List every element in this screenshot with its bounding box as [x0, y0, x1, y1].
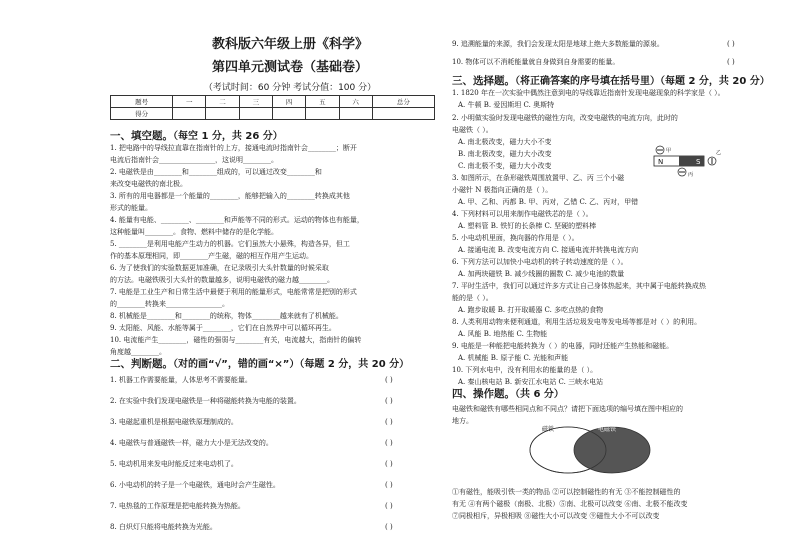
answer-paren[interactable]: ( ): [727, 40, 735, 48]
judge-item: [110, 481, 393, 490]
section-3-note: （将正确答案的序号填在括号里）（每题 2 分，共 20 分）: [515, 76, 770, 87]
op-line: 电磁铁和磁铁有哪些相同点和不同点？请把下面选项的编号填在图中相应的: [452, 405, 683, 413]
score-cell: 题号: [111, 96, 173, 108]
judge-item: [110, 439, 393, 448]
score-cell: 四: [272, 96, 305, 108]
choice-line: 10. 下列水电中，没有利用水的能量的是（ ）。: [452, 366, 598, 374]
answer-paren[interactable]: ( ): [385, 481, 393, 489]
answer-paren[interactable]: ( ): [385, 418, 393, 426]
score-cell: [272, 108, 305, 120]
magnet-n-label: N: [658, 158, 664, 166]
label-yi: 乙: [716, 150, 722, 156]
fill-line: 1. 把电路中的导线拉直靠在指南针的上方，接通电流时指南针会________；断开: [110, 144, 357, 152]
choice-line: A. 南北极改变，磁力大小不变: [458, 138, 552, 146]
answer-paren[interactable]: ( ): [385, 376, 393, 384]
magnet-compass-figure: [650, 144, 722, 178]
score-table-header-row: [111, 96, 435, 108]
choice-line: 8. 人类利用动物来便利通道，利用生活垃圾发电等发电场等都是对（ ）的利用。: [452, 318, 702, 326]
judge-text: 7. 电热毯的工作原理是把电能转换为热能。: [110, 502, 245, 510]
op-line: 地方。: [452, 417, 473, 425]
judge-text: 4. 电磁铁与普通磁铁一样，磁力大小是无法改变的。: [110, 439, 273, 447]
section-1-note: （每空 1 分，共 26 分）: [173, 131, 283, 142]
section-2-title: 二、判断题。: [110, 358, 173, 370]
score-cell: 五: [306, 96, 339, 108]
option-line: ⑦同极相斥，异极相吸 ⑧磁性大小可以改变 ⑨磁性大小不可以改变: [452, 512, 660, 520]
section-4-title: 四、操作题。: [452, 388, 515, 400]
choice-line: 4. 下列材料可以用来制作电磁铁芯的是（ ）。: [452, 210, 593, 218]
judge-text: 6. 小电动机的转子是一个电磁铁，通电时会产生磁性。: [110, 481, 280, 489]
venn-right-label: 电磁铁: [598, 426, 617, 433]
magnet-s-label: S: [696, 158, 701, 166]
choice-line: 9. 电能是一种能把电能转换为（ ）的电器，同时还能产生热能和磁能。: [452, 342, 674, 350]
score-cell: 六: [339, 96, 372, 108]
score-cell: 一: [173, 96, 206, 108]
score-cell: 总分: [372, 96, 434, 108]
choice-line: 能的是（ ）。: [452, 294, 493, 302]
judge-item: [110, 502, 393, 511]
answer-paren[interactable]: ( ): [385, 523, 393, 531]
score-cell: [306, 108, 339, 120]
choice-line: 电磁铁（ ）。: [452, 126, 493, 134]
judge-text: 10. 物体可以不消耗能量就自身做到自身需要的能量。: [452, 58, 620, 66]
judge-text: 8. 白炽灯只能将电能转换为光能。: [110, 523, 217, 531]
score-cell: [339, 108, 372, 120]
choice-line: 6. 下列方法可以加快小电动机的转子转动速度的是（ ）。: [452, 258, 628, 266]
answer-paren[interactable]: ( ): [385, 460, 393, 468]
choice-line: 7. 平时生活中，我们可以通过许多方式让自己身体热起来，其中属于电能转换成热: [452, 282, 706, 290]
exam-subtitle: 第四单元测试卷（基础卷）: [211, 60, 368, 75]
section-1-title: 一、填空题。: [110, 130, 173, 142]
fill-line: 4. 能量有电能、________、________和声能等不同的形式。运动的物体也有能量，: [110, 216, 364, 224]
fill-line: 来改变电磁铁的南北极。: [110, 180, 187, 188]
label-bing: 丙: [688, 172, 694, 178]
option-line: 有无 ④有两个磁极（南极、北极）⑤南、北极可以改变 ⑥南、北极不能改变: [452, 500, 688, 508]
fill-line: 角度越________。: [110, 348, 166, 356]
choice-line: 1. 1820 年在一次实验中偶然注意到电的导线靠近指南针发现电磁现象的科学家是（ ）。: [452, 89, 725, 97]
fill-line: 8. 机械能是________和________的统称，物体________越来就有了机械能。: [110, 312, 343, 320]
section-2-heading: [110, 355, 409, 371]
judge-text: 3. 电磁起重机是根据电磁铁原理制成的。: [110, 418, 238, 426]
score-table-score-row: [111, 108, 435, 120]
fill-line: 的________转换来________________。: [110, 300, 229, 308]
section-1-heading: [110, 127, 283, 143]
choice-line: B. 南北极改变，磁力大小改变: [458, 150, 552, 158]
venn-left-label: 磁铁: [542, 426, 555, 433]
score-cell: 二: [206, 96, 239, 108]
venn-right-circle: [574, 427, 650, 473]
score-cell: [372, 108, 434, 120]
judge-item: [110, 376, 393, 385]
fill-line: 的方法。电磁铁吸引大头针的数量越多，说明电磁铁的磁力越________。: [110, 276, 334, 284]
section-3-heading: [452, 72, 770, 88]
answer-paren[interactable]: ( ): [385, 439, 393, 447]
section-4-heading: [452, 385, 564, 401]
judge-text: 5. 电动机用来发电时能反过来电动机了。: [110, 460, 238, 468]
score-table: [110, 95, 435, 120]
judge-item: [452, 40, 735, 49]
score-cell: [173, 108, 206, 120]
judge-item: [452, 58, 735, 67]
score-cell: [239, 108, 272, 120]
choice-line: 小磁针 N 极指向正确的是（ ）。: [452, 186, 553, 194]
venn-diagram: [512, 421, 672, 477]
choice-line: A. 风能 B. 地热能 C. 生物能: [458, 330, 548, 338]
choice-line: A. 牛顿 B. 爱因斯坦 C. 奥斯特: [458, 101, 555, 109]
choice-line: 5. 小电动机里面，换向器的作用是（ ）。: [452, 234, 579, 242]
option-line: ①有磁性，能吸引铁一类的物品 ②可以控制磁性的有无 ③不能控制磁性的: [452, 488, 681, 496]
section-2-note: （对的画“√”，错的画“×”）（每题 2 分，共 20 分）: [173, 359, 410, 370]
choice-line: 3. 如图所示，在条形磁铁周围放置甲、乙、丙 三个小磁: [452, 174, 625, 182]
score-cell: [206, 108, 239, 120]
fill-line: 10. 电流能产生________，磁性的强弱与________有关，电流越大，指南针的偏转: [110, 336, 362, 344]
section-3-title: 三、选择题。: [452, 75, 515, 87]
exam-info: （考试时间：60 分钟 考试分值：100 分）: [203, 83, 377, 93]
fill-line: 5. ________是利用电能产生动力的机器。它们虽然大小悬殊，构造各异，但工: [110, 240, 350, 248]
section-4-note: （共 6 分）: [515, 389, 564, 400]
choice-line: A. 塑料管 B. 铁钉的长条棒 C. 坚硬的塑料棒: [458, 222, 597, 230]
choice-line: 2. 小明做实验时发现电磁铁的磁性方向，改变电磁铁的电流方向，此时的: [452, 114, 678, 122]
fill-line: 这种能量叫________。食物、燃料中储存的是化学能。: [110, 228, 278, 236]
choice-line: C. 南北极不变，磁力大小改变: [458, 162, 552, 170]
choice-line: A. 秦山核电站 B. 新安江水电站 C. 三峡水电站: [458, 378, 604, 386]
fill-line: 形式的能量。: [110, 204, 152, 212]
fill-line: 6. 为了使我们的实验数据更加准确，在记录吸引大头针数量的时候采取: [110, 264, 329, 272]
fill-line: 2. 电磁铁是由________和________组成的，可以通过改变________和: [110, 168, 322, 176]
score-cell: 得分: [111, 108, 173, 120]
judge-item: [110, 418, 393, 427]
exam-title: 教科版六年级上册《科学》: [211, 37, 368, 52]
fill-line: 作的基本原理相同，即________产生磁，磁的相互作用产生运动。: [110, 252, 313, 260]
choice-line: A. 跑步取暖 B. 打开取暖器 C. 多吃点热的食物: [458, 306, 604, 314]
choice-line: A. 甲、乙和、丙都 B. 甲、丙对，乙错 C. 乙、丙对，甲错: [458, 198, 639, 206]
fill-line: 3. 所有的用电器都是一个能量的________，能够把输入的________转换成其他: [110, 192, 350, 200]
judge-text: 2. 在实验中我们发现电磁铁是一种将磁能转换为电能的装置。: [110, 397, 301, 405]
label-jia: 甲: [666, 148, 672, 154]
judge-item: [110, 523, 393, 532]
judge-text: 9. 追溯能量的来源，我们会发现太阳是地球上绝大多数能量的源泉。: [452, 40, 664, 48]
fill-line: 7. 电能是工业生产和日常生活中最便于利用的能量形式，电能常常是把别的形式: [110, 288, 357, 296]
answer-paren[interactable]: ( ): [727, 58, 735, 66]
answer-paren[interactable]: ( ): [385, 502, 393, 510]
fill-line: 9. 太阳能、风能、水能等属于________，它们在自然界中可以循环再生。: [110, 324, 336, 332]
answer-paren[interactable]: ( ): [385, 397, 393, 405]
judge-text: 1. 机器工作需要能量，人体思考不需要能量。: [110, 376, 252, 384]
choice-line: A. 接通电流 B. 改变电流方向 C. 接通电流并转换电流方向: [458, 246, 639, 254]
fill-line: 电流后指南针会________________，这说明________。: [110, 156, 278, 164]
score-cell: 三: [239, 96, 272, 108]
choice-line: A. 加两块磁铁 B. 减少线圈的圈数 C. 减少电池的数量: [458, 270, 625, 278]
judge-item: [110, 460, 393, 469]
judge-item: [110, 397, 393, 406]
choice-line: A. 机械能 B. 原子能 C. 光能和声能: [458, 354, 569, 362]
